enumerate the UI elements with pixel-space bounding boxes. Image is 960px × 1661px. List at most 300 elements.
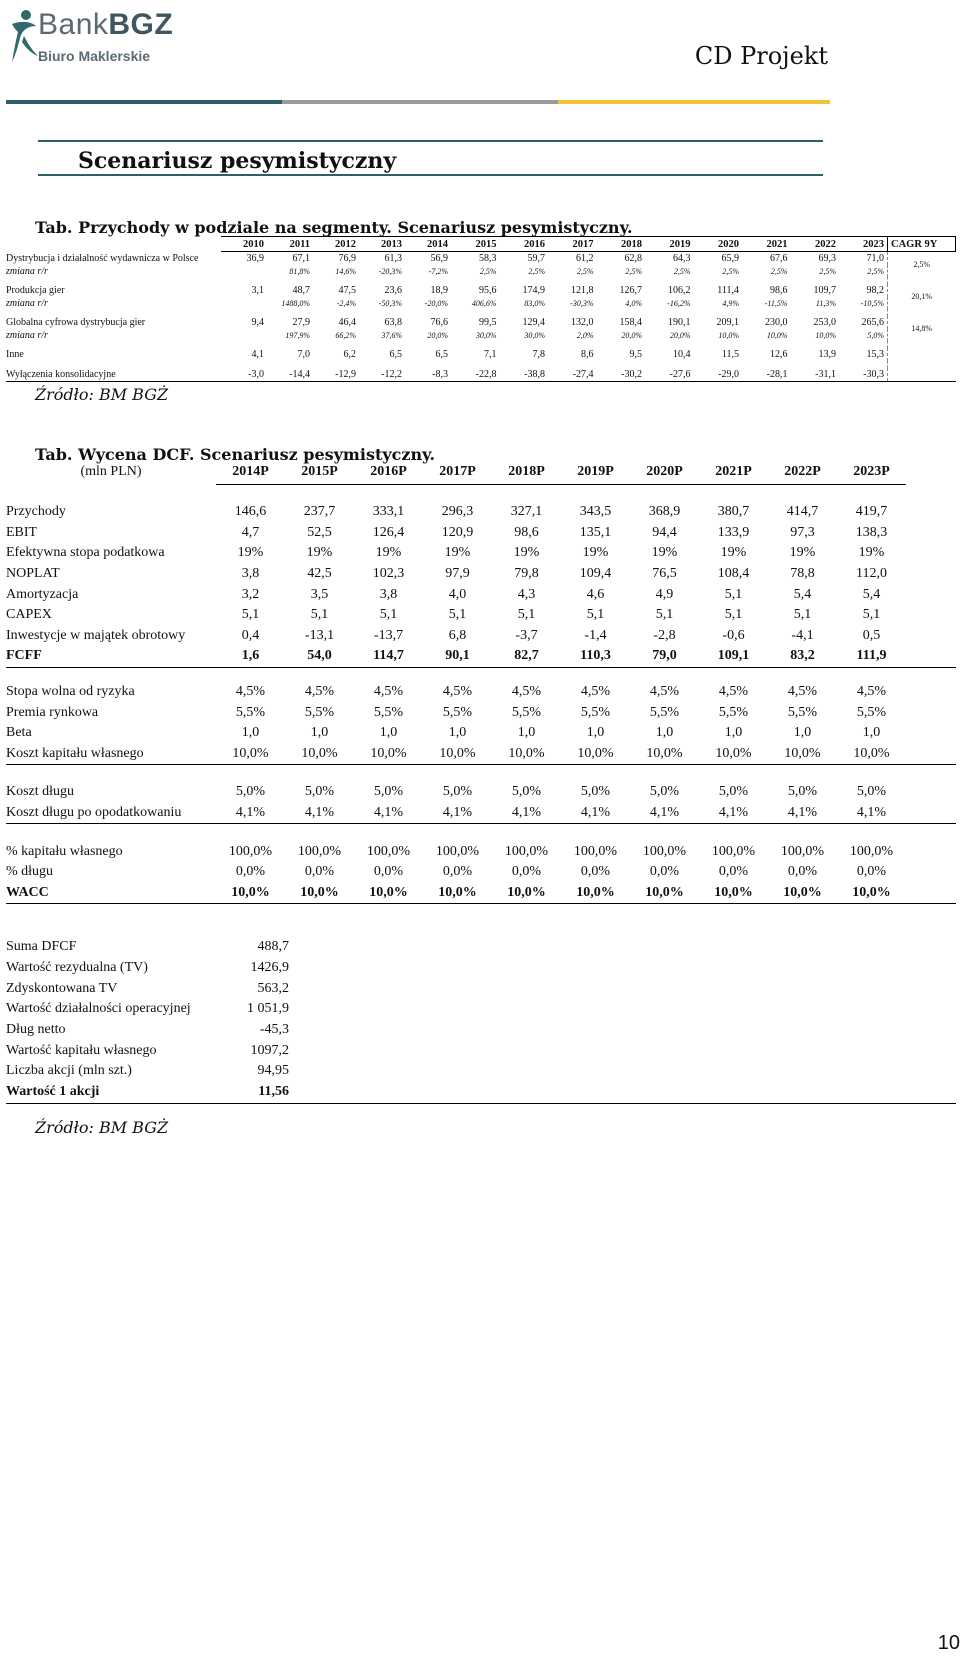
dcf-value: 4,1%: [492, 803, 561, 824]
year-header: 2012: [313, 237, 359, 252]
yoy-value: 10,0%: [815, 330, 836, 340]
summary-label: Wartość działalności operacyjnej: [6, 1001, 191, 1017]
dcf-value: 4,1%: [630, 803, 699, 824]
dcf-value: 5,0%: [580, 784, 611, 800]
segment-value: 12,6: [770, 349, 788, 360]
segments-header-blank: [6, 237, 221, 252]
dcf-value: 3,5: [310, 586, 329, 602]
dcf-value: 10,0%: [768, 883, 837, 904]
segment-value: 6,2: [343, 349, 356, 360]
dcf-value: 52,5: [307, 524, 332, 540]
summary-value: -45,3: [259, 1022, 289, 1038]
dcf-value: 4,5%: [442, 684, 473, 700]
dcf-value: 0,0%: [580, 864, 611, 880]
year-header: 2019: [645, 237, 694, 252]
section-rule-top: [38, 140, 823, 142]
dcf-value: 10,0%: [423, 883, 492, 904]
year-header: 2016P: [354, 460, 423, 485]
dcf-value: 5,1: [379, 607, 398, 623]
dcf-value: 10,0%: [630, 883, 699, 904]
dcf-value: 5,5%: [511, 704, 542, 720]
segment-value: 67,1: [292, 253, 310, 264]
segment-value: -29,0: [694, 368, 743, 382]
dcf-row-label: EBIT: [6, 524, 38, 540]
yoy-value: -30,3%: [570, 298, 594, 308]
segment-value: -14,4: [267, 368, 313, 382]
yoy-value: 4,9%: [722, 298, 739, 308]
yoy-value: -20,3%: [378, 266, 402, 276]
segment-value: 56,9: [430, 253, 448, 264]
segment-value: 132,0: [571, 317, 594, 328]
segment-row: [6, 368, 956, 382]
dcf-value: 5,5%: [787, 704, 818, 720]
dcf-value: 138,3: [855, 524, 888, 540]
dcf-row-label: CAPEX: [6, 607, 52, 623]
dcf-value: 78,8: [790, 566, 815, 582]
summary-row: [6, 1040, 956, 1061]
segment-value: 98,2: [866, 285, 884, 296]
yoy-value: 2,5%: [528, 266, 545, 276]
page-number: 10: [937, 1632, 960, 1654]
header-filler: [906, 460, 956, 485]
segments-caption: Tab. Przychody w podziale na segmenty. Scenariusz pesymistyczny.: [35, 218, 633, 237]
valuation-summary-table: [6, 937, 956, 1104]
segment-row: [6, 284, 956, 297]
dcf-value: 5,4: [793, 586, 812, 602]
summary-label: Zdyskontowana TV: [6, 980, 118, 996]
summary-row: [6, 958, 956, 979]
summary-value: 94,95: [257, 1063, 289, 1079]
segment-value: 174,9: [522, 285, 545, 296]
dcf-value: 19%: [651, 545, 678, 561]
dcf-value: 4,3: [517, 586, 536, 602]
segment-label: Dystrybucja i działalność wydawnicza w Polsce: [6, 252, 199, 264]
dcf-value: 10,0%: [768, 744, 837, 765]
dcf-value: 1,0: [586, 725, 605, 741]
yoy-value: 14,6%: [335, 266, 356, 276]
dcf-value: 0,0%: [649, 864, 680, 880]
dcf-value: 5,0%: [304, 784, 335, 800]
dcf-value: 5,0%: [511, 784, 542, 800]
dcf-value: 5,4: [862, 586, 881, 602]
segment-spacer: [6, 361, 956, 368]
dcf-value: 102,3: [372, 566, 405, 582]
segment-value: 95,6: [479, 285, 497, 296]
segment-row: [6, 316, 956, 329]
dcf-value: 19%: [444, 545, 471, 561]
dcf-value: 1,0: [517, 725, 536, 741]
yoy-value: 197,9%: [285, 330, 310, 340]
segment-yoy-row: [6, 297, 956, 309]
segment-value: 76,9: [338, 253, 356, 264]
dcf-value: 4,5%: [718, 684, 749, 700]
dcf-value: -2,8: [653, 627, 676, 643]
yoy-value: 4,0%: [625, 298, 642, 308]
yoy-value: 2,5%: [722, 266, 739, 276]
dcf-row: [6, 883, 956, 904]
dcf-row-label: WACC: [6, 883, 216, 904]
dcf-value: 5,5%: [718, 704, 749, 720]
year-header: 2020: [694, 237, 743, 252]
dcf-row: [6, 723, 956, 744]
dcf-value: 380,7: [717, 504, 750, 520]
dcf-value: 10,0%: [216, 883, 285, 904]
yoy-value: -10,5%: [860, 298, 884, 308]
segment-value: 47,5: [338, 285, 356, 296]
dcf-value: 4,5%: [511, 684, 542, 700]
segment-value: -27,4: [548, 368, 597, 382]
section-title: Scenariusz pesymistyczny: [78, 148, 397, 174]
segment-value: 6,5: [389, 349, 402, 360]
dcf-value: 5,1: [862, 607, 881, 623]
dcf-row-label: Efektywna stopa podatkowa: [6, 545, 165, 561]
dcf-value: 100,0%: [228, 843, 273, 859]
dcf-value: 10,0%: [354, 883, 423, 904]
segment-value: 58,3: [479, 253, 497, 264]
year-header: 2022P: [768, 460, 837, 485]
dcf-value: 146,6: [234, 504, 267, 520]
dcf-value: -4,1: [791, 627, 814, 643]
summary-row: [6, 937, 956, 958]
dcf-value: 0,5: [862, 627, 881, 643]
dcf-value: 0,0%: [235, 864, 266, 880]
yoy-value: -20,0%: [424, 298, 448, 308]
dcf-value: 54,0: [285, 646, 354, 667]
yoy-value: -16,2%: [667, 298, 691, 308]
yoy-label: zmiana r/r: [6, 265, 48, 277]
yoy-value: 20,0%: [427, 330, 448, 340]
dcf-table: [6, 460, 956, 904]
segment-value: 71,0: [866, 253, 884, 264]
dcf-value: 108,4: [717, 566, 750, 582]
dcf-value: 4,1%: [423, 803, 492, 824]
segment-value: 9,4: [251, 317, 264, 328]
dcf-spacer: [6, 485, 956, 503]
segment-value: 67,6: [770, 253, 788, 264]
dcf-value: 419,7: [855, 504, 888, 520]
segment-value: 48,7: [292, 285, 310, 296]
segment-value: 59,7: [527, 253, 545, 264]
segment-value: 23,6: [384, 285, 402, 296]
dcf-row: [6, 744, 956, 765]
yoy-label: zmiana r/r: [6, 297, 48, 309]
dcf-value: 1,0: [862, 725, 881, 741]
year-header: 2021: [742, 237, 791, 252]
segment-value: -12,9: [313, 368, 359, 382]
dcf-value: 10,0%: [561, 883, 630, 904]
yoy-value: [221, 297, 267, 309]
yoy-value: 2,5%: [673, 266, 691, 276]
yoy-value: -11,5%: [764, 298, 788, 308]
summary-row: [6, 1082, 956, 1103]
dcf-value: 5,5%: [856, 704, 887, 720]
dcf-value: 97,3: [790, 524, 815, 540]
dcf-row: [6, 564, 956, 585]
summary-label: Liczba akcji (mln szt.): [6, 1063, 132, 1079]
yoy-value: 37,6%: [381, 330, 402, 340]
yoy-value: 2,5%: [867, 266, 884, 276]
dcf-value: 5,1: [448, 607, 467, 623]
dcf-value: 4,5%: [580, 684, 611, 700]
dcf-value: 0,0%: [787, 864, 818, 880]
dcf-value: 4,9: [655, 586, 674, 602]
dcf-value: 10,0%: [492, 744, 561, 765]
dcf-value: 109,4: [579, 566, 612, 582]
dcf-value: 296,3: [441, 504, 474, 520]
segment-value: 158,4: [619, 317, 642, 328]
segment-value: 109,7: [813, 285, 836, 296]
dcf-value: 5,0%: [442, 784, 473, 800]
section-rule-bottom: [38, 174, 823, 176]
dcf-value: 5,5%: [304, 704, 335, 720]
dcf-value: 10,0%: [423, 744, 492, 765]
summary-row: [6, 978, 956, 999]
dcf-row: [6, 646, 956, 667]
year-header: 2016: [500, 237, 549, 252]
dcf-value: 133,9: [717, 524, 750, 540]
dcf-value: -3,7: [515, 627, 538, 643]
dcf-row-label: Amortyzacja: [6, 586, 79, 602]
logo-figure-icon: [6, 6, 42, 66]
yoy-value: 2,5%: [625, 266, 642, 276]
yoy-value: -2,4%: [336, 298, 356, 308]
header-bar-gray: [282, 100, 558, 104]
segment-value: -3,0: [221, 368, 267, 382]
summary-row: [6, 1061, 956, 1082]
dcf-value: 10,0%: [561, 744, 630, 765]
year-header: 2022: [791, 237, 840, 252]
dcf-value: 109,1: [699, 646, 768, 667]
dcf-value: 0,0%: [511, 864, 542, 880]
segment-value: 15,3: [866, 349, 884, 360]
dcf-value: 5,0%: [235, 784, 266, 800]
document-title: CD Projekt: [694, 42, 828, 70]
dcf-value: 414,7: [786, 504, 819, 520]
yoy-value: 1488,0%: [281, 298, 310, 308]
dcf-value: 4,1%: [699, 803, 768, 824]
segment-value: 62,8: [624, 253, 642, 264]
dcf-value: 5,1: [241, 607, 260, 623]
yoy-value: 66,2%: [335, 330, 356, 340]
dcf-value: 110,3: [561, 646, 630, 667]
year-header: 2018: [597, 237, 646, 252]
dcf-caption: Tab. Wycena DCF. Scenariusz pesymistyczny.: [35, 445, 436, 464]
dcf-value: 5,5%: [442, 704, 473, 720]
year-header: 2017: [548, 237, 597, 252]
dcf-value: 10,0%: [285, 883, 354, 904]
yoy-value: -7,2%: [428, 266, 448, 276]
year-header: 2017P: [423, 460, 492, 485]
segment-value: 64,3: [673, 253, 691, 264]
segment-value: 3,1: [251, 285, 264, 296]
yoy-value: 2,5%: [479, 266, 497, 276]
segment-value: 27,9: [292, 317, 310, 328]
dcf-value: 19%: [858, 545, 885, 561]
dcf-source: Źródło: BM BGŻ: [35, 1118, 169, 1137]
yoy-value: 11,3%: [815, 298, 836, 308]
dcf-value: 5,1: [655, 607, 674, 623]
segment-value: -30,3: [839, 368, 888, 382]
dcf-value: 94,4: [652, 524, 677, 540]
dcf-value: 19%: [789, 545, 816, 561]
dcf-value: 100,0%: [711, 843, 756, 859]
summary-value: 488,7: [257, 939, 289, 955]
yoy-value: [221, 265, 267, 277]
dcf-row: [6, 502, 956, 523]
dcf-value: 79,0: [630, 646, 699, 667]
yoy-label: zmiana r/r: [6, 329, 48, 341]
logo-wordmark: BankBGZ: [38, 8, 174, 41]
segment-value: 61,2: [576, 253, 594, 264]
dcf-value: -13,1: [304, 627, 335, 643]
yoy-value: [221, 329, 267, 341]
dcf-value: 10,0%: [354, 744, 423, 765]
segment-label: Produkcja gier: [6, 285, 65, 296]
dcf-row-label: % długu: [6, 864, 54, 880]
summary-label: Suma DFCF: [6, 939, 77, 955]
segment-value: 46,4: [338, 317, 356, 328]
segment-spacer: [6, 309, 956, 316]
dcf-value: 10,0%: [837, 883, 906, 904]
dcf-spacer: [6, 824, 956, 842]
segment-value: -31,1: [791, 368, 840, 382]
dcf-row: [6, 682, 956, 703]
dcf-value: 3,8: [379, 586, 398, 602]
year-header: 2015: [451, 237, 500, 252]
dcf-value: 100,0%: [780, 843, 825, 859]
dcf-value: 100,0%: [642, 843, 687, 859]
segment-value: 9,5: [629, 349, 642, 360]
logo-subtitle: Biuro Maklerskie: [38, 48, 151, 64]
segment-value: 11,5: [721, 349, 739, 360]
dcf-row-label: FCFF: [6, 646, 216, 667]
yoy-value: 2,5%: [819, 266, 836, 276]
segment-value: 126,7: [619, 285, 642, 296]
segment-value: 129,4: [522, 317, 545, 328]
summary-label: Dług netto: [6, 1022, 66, 1038]
segment-value: 4,1: [251, 349, 264, 360]
year-header: 2023P: [837, 460, 906, 485]
summary-label: Wartość rezydualna (TV): [6, 960, 148, 976]
summary-value: 1 051,9: [247, 1001, 289, 1017]
summary-value: 1426,9: [250, 960, 289, 976]
dcf-value: 10,0%: [492, 883, 561, 904]
dcf-row-label: Beta: [6, 725, 32, 741]
dcf-value: 0,0%: [856, 864, 887, 880]
dcf-row: [6, 803, 956, 824]
segment-value: -30,2: [597, 368, 646, 382]
yoy-value: 2,5%: [770, 266, 788, 276]
segment-value: 99,5: [479, 317, 497, 328]
cagr-value: [888, 368, 956, 382]
dcf-row-label: NOPLAT: [6, 566, 60, 582]
segment-value: 65,9: [721, 253, 739, 264]
cagr-value: 20,1%: [888, 284, 956, 309]
dcf-row-label: Inwestycje w majątek obrotowy: [6, 627, 186, 643]
dcf-value: 4,1%: [561, 803, 630, 824]
segment-yoy-row: [6, 265, 956, 277]
segment-value: 121,8: [571, 285, 594, 296]
dcf-row-label: % kapitału własnego: [6, 843, 123, 859]
segment-value: 18,9: [430, 285, 448, 296]
year-header: 2021P: [699, 460, 768, 485]
dcf-value: -13,7: [373, 627, 404, 643]
segments-source: Źródło: BM BGŻ: [35, 385, 169, 404]
dcf-value: 343,5: [579, 504, 612, 520]
segment-value: 230,0: [765, 317, 788, 328]
dcf-row: [6, 523, 956, 544]
dcf-value: 237,7: [303, 504, 336, 520]
dcf-value: 19%: [237, 545, 264, 561]
cagr-value: 2,5%: [888, 252, 956, 278]
dcf-value: 97,9: [445, 566, 470, 582]
dcf-value: 5,0%: [856, 784, 887, 800]
dcf-value: 4,1%: [216, 803, 285, 824]
dcf-value: 100,0%: [297, 843, 342, 859]
segment-yoy-row: [6, 329, 956, 341]
segment-value: 190,1: [668, 317, 691, 328]
summary-value: 563,2: [257, 980, 289, 996]
dcf-row: [6, 862, 956, 883]
year-header: 2023: [839, 237, 888, 252]
dcf-value: -1,4: [584, 627, 607, 643]
dcf-value: 4,6: [586, 586, 605, 602]
dcf-value: 1,0: [448, 725, 467, 741]
yoy-value: 20,0%: [669, 330, 691, 340]
yoy-value: 81,8%: [289, 266, 310, 276]
dcf-value: 327,1: [510, 504, 543, 520]
segment-value: 265,6: [861, 317, 884, 328]
dcf-value: 4,7: [241, 524, 260, 540]
dcf-value: 1,0: [724, 725, 743, 741]
year-header: 2011: [267, 237, 313, 252]
yoy-value: 20,0%: [621, 330, 642, 340]
segment-value: 98,6: [770, 285, 788, 296]
summary-value: 1097,2: [250, 1042, 289, 1058]
dcf-value: 4,5%: [304, 684, 335, 700]
yoy-value: 10,0%: [718, 330, 739, 340]
dcf-value: 4,1%: [354, 803, 423, 824]
yoy-value: 30,0%: [524, 330, 545, 340]
segment-value: 7,8: [532, 349, 545, 360]
dcf-value: 42,5: [307, 566, 332, 582]
summary-row: [6, 1020, 956, 1041]
dcf-value: 19%: [720, 545, 747, 561]
dcf-value: 19%: [375, 545, 402, 561]
dcf-value: -0,6: [722, 627, 745, 643]
dcf-row-label: Koszt długu po opodatkowaniu: [6, 803, 216, 824]
segment-value: -28,1: [742, 368, 791, 382]
segment-row: [6, 252, 956, 266]
yoy-value: 30,0%: [475, 330, 497, 340]
dcf-value: 10,0%: [216, 744, 285, 765]
summary-value: 11,56: [211, 1082, 301, 1103]
dcf-value: 135,1: [579, 524, 612, 540]
dcf-value: 100,0%: [504, 843, 549, 859]
cagr-value: 14,8%: [888, 316, 956, 341]
dcf-value: 19%: [306, 545, 333, 561]
dcf-value: 4,5%: [373, 684, 404, 700]
dcf-row-label: Koszt długu: [6, 784, 75, 800]
dcf-value: 10,0%: [837, 744, 906, 765]
segment-value: 111,4: [717, 285, 739, 296]
dcf-value: 5,1: [310, 607, 329, 623]
dcf-value: 5,0%: [787, 784, 818, 800]
dcf-value: 1,6: [216, 646, 285, 667]
yoy-value: 5,0%: [867, 330, 884, 340]
segment-value: 253,0: [813, 317, 836, 328]
segment-value: 61,3: [384, 253, 402, 264]
